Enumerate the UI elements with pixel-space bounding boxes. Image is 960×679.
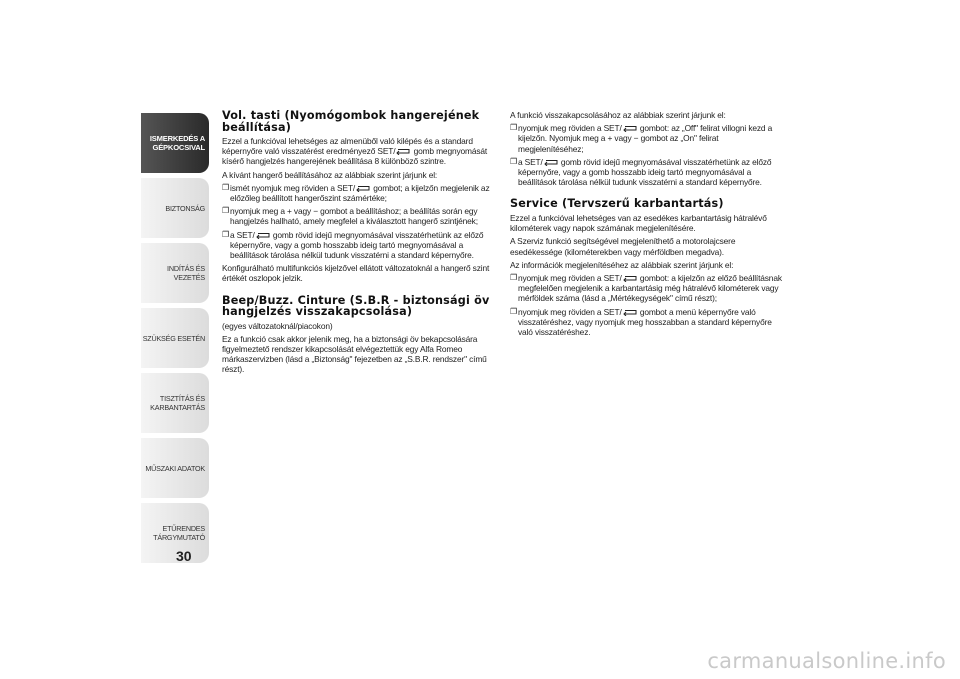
tab-label: SZÜKSÉG ESETÉN [142, 333, 205, 343]
list-item: ❐ nyomjuk meg röviden a SET/ gombot a menü képernyőre való visszatéréshez, vagy nyomjuk meg hosszabban a standard képernyőre való visszatéréshez. [510, 306, 772, 337]
tab-label: TISZTÍTÁS ÉS KARBANTARTÁS [150, 394, 205, 412]
paragraph: Ez a funkció csak akkor jelenik meg, ha a biztonsági öv bekapcsolására figyelmeztető rendszer kikapcsolását elvégeztettük egy Alfa Romeo márkaszervizben (lásd a „Biztonság" fejezetben az „S.B.R. rendszer" című részt). [222, 333, 487, 375]
paragraph: (egyes változatoknál/piacokon) [222, 320, 333, 331]
list-item: ❐ nyomjuk meg a + vagy − gombot a beállításhoz; a beállítás során egy hangjelzés hallható, amely megfelel a kiválasztott hangerő szintjének; [222, 206, 478, 227]
return-arrow-icon [622, 125, 638, 132]
tab-tisztitas[interactable] [141, 373, 209, 433]
left-column [222, 110, 497, 378]
list-item: ❐ nyomjuk meg röviden a SET/ gombot: az „Off" felirat villogni kezd a kijelzőn. Nyomjuk meg a + vagy − gombot az „On" felirat megjelenítéséhez; [510, 123, 773, 154]
paragraph: Ezzel a funkcióval lehetséges van az esedékes karbantartásig hátralévő kilométerek vagy napok számának megjelenítésére. [510, 212, 767, 234]
paragraph: Az információk megjelenítéséhez az alábbiak szerint járjunk el: [510, 259, 734, 270]
paragraph: Ezzel a funkcióval lehetséges az almenüből való kilépés és a standard képernyőre való visszatérést eredményező SET/ gomb megnyomását kísérő hangjelzés hangerejének beállítása 8 különböző szintre. [222, 136, 488, 167]
paragraph: A kívánt hangerő beállításához az alábbiak szerint járjunk el: [222, 169, 438, 180]
bullet-box-icon: ❐ [510, 272, 518, 282]
watermark: carmanualsonline.info [707, 649, 946, 673]
tab-muszaki[interactable] [141, 438, 209, 498]
chapter-tabs [141, 113, 209, 568]
tab-targymutato[interactable] [141, 503, 209, 563]
paragraph: A funkció visszakapcsolásához az alábbiak szerint járjunk el: [510, 110, 726, 120]
section-heading-vol-tasti: Vol. tasti (Nyomógombok hangerejének beállítása) [222, 109, 480, 134]
section-heading-beep-buzz: Beep/Buzz. Cinture (S.B.R - biztonsági öv hangjelzés visszakapcsolása) [222, 293, 490, 319]
return-arrow-icon [622, 309, 638, 316]
return-arrow-icon [395, 148, 411, 155]
paragraph: Konfigurálható multifunkciós kijelzővel ellátott változatoknál a hangerő szint értékét oszlopok jelzik. [222, 263, 490, 284]
list-item: ❐ a SET/ gomb rövid idejű megnyomásával visszatérhetünk az előző képernyőre, vagy a gomb hosszabb ideig tartó megnyomásával a beállítások tárolása nélkül tudunk visszatérni a standard képernyőre. [222, 229, 484, 261]
tab-label: ISMERKEDÉS A GÉPKOCSIVAL [149, 134, 205, 152]
tab-label: MŰSZAKI ADATOK [145, 463, 205, 473]
tab-label: BIZTONSÁG [165, 203, 205, 213]
tab-ismerkedes[interactable] [141, 113, 209, 173]
paragraph: A Szerviz funkció segítségével megjeleníthető a motorolajcsere esedékessége (kilométerekben vagy mérföldben megadva). [510, 236, 736, 257]
list-item: ❐ nyomjuk meg röviden a SET/ gombot: a kijelzőn az előző beállításnak megfelelően megjelenik a karbantartásig még hátralévő kilométerek vagy mérföldek száma (lásd a „Mértékegységek" című részt); [510, 272, 782, 304]
section-heading-service: Service (Tervszerű karbantartás) [510, 197, 724, 211]
return-arrow-icon [255, 232, 271, 239]
tab-inditas[interactable] [141, 243, 209, 303]
list-item: ❐ ismét nyomjuk meg röviden a SET/ gombot; a kijelzőn megjelenik az előzőleg beállított hangerőszint számértéke; [222, 182, 490, 204]
bullet-box-icon: ❐ [222, 229, 230, 239]
bullet-box-icon: ❐ [222, 182, 230, 192]
bullet-box-icon: ❐ [510, 306, 518, 316]
bullet-box-icon: ❐ [222, 206, 230, 216]
return-arrow-icon [622, 275, 638, 282]
page-number: 30 [176, 548, 192, 564]
return-arrow-icon [355, 185, 371, 192]
tab-biztonsag[interactable] [141, 178, 209, 238]
return-arrow-icon [543, 159, 559, 166]
bullet-box-icon: ❐ [510, 123, 518, 133]
tab-label: ETŰRENDES TÁRGYMUTATÓ [153, 524, 205, 542]
tab-label: INDÍTÁS ÉS VEZETÉS [167, 264, 205, 282]
list-item: ❐ a SET/ gomb rövid idejű megnyomásával visszatérhetünk az előző képernyőre, vagy a gomb hosszabb ideig tartó megnyomásával a beállítások tárolása nélkül tudunk visszatérni a standard képernyőre. [510, 156, 772, 188]
bullet-box-icon: ❐ [510, 156, 518, 166]
right-column [510, 110, 785, 340]
tab-szukseg[interactable] [141, 308, 209, 368]
